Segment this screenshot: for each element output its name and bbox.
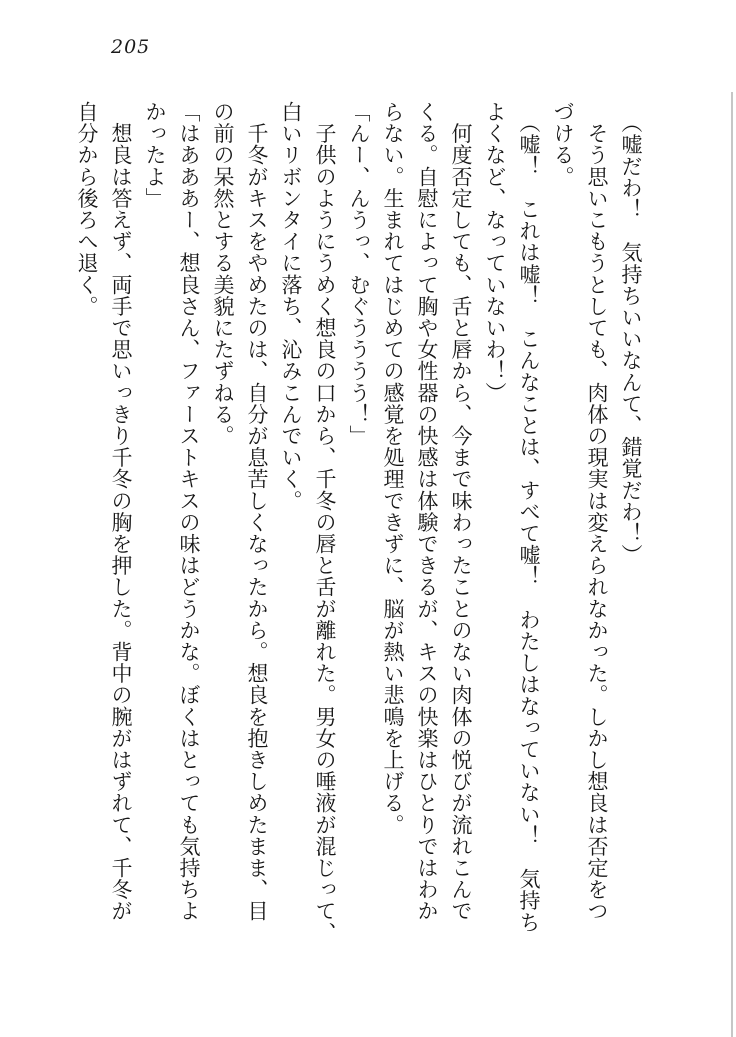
text-line: （嘘だわ！ 気持ちいいなんて、錯覚だわ！） bbox=[619, 101, 643, 566]
text-line: かったよ」 bbox=[143, 101, 167, 209]
text-line: （嘘！ これは嘘！ こんなことは、すべて嘘！ わたしはなっていない！ 気持ち bbox=[517, 101, 541, 933]
text-line: 何度否定しても、舌と唇から、今まで味わったことのない肉体の悦びが流れこんで bbox=[449, 101, 473, 922]
page-number: 205 bbox=[111, 36, 151, 58]
text-line: らない。生まれてはじめての感覚を処理できずに、脳が熱い悲鳴を上げる。 bbox=[381, 101, 405, 836]
text-line: 白いリボンタイに落ち、沁みこんでいく。 bbox=[279, 101, 303, 512]
text-line: そう思いこもうとしても、肉体の現実は変えられなかった。しかし想良は否定をつ bbox=[585, 101, 609, 922]
page-edge-shadow bbox=[731, 92, 733, 1037]
text-line: 想良は答えず、両手で思いっきり千冬の胸を押した。背中の腕がはずれて、千冬が bbox=[109, 101, 133, 922]
text-line: くる。自慰によって胸や女性器の快感は体験できるが、キスの快楽はひとりではわか bbox=[415, 101, 439, 922]
text-line: づける。 bbox=[551, 101, 575, 188]
body-text bbox=[70, 101, 648, 961]
text-line: よくなど、なっていないわ！） bbox=[483, 101, 507, 404]
text-line: 千冬がキスをやめたのは、自分が息苦しくなったから。想良を抱きしめたまま、目 bbox=[245, 101, 269, 922]
text-line: 「はあああー、想良さん、ファーストキスの味はどうかな。ぼくはとっても気持ちよ bbox=[177, 101, 201, 922]
text-line: 自分から後ろへ退く。 bbox=[75, 101, 99, 317]
text-line: 「んー、んうっ、むぐうううう！」 bbox=[347, 101, 371, 447]
text-line: 子供のようにうめく想良の口から、千冬の唇と舌が離れた。男女の唾液が混じって、 bbox=[313, 101, 337, 944]
text-line: の前の呆然とする美貌にたずねる。 bbox=[211, 101, 235, 447]
